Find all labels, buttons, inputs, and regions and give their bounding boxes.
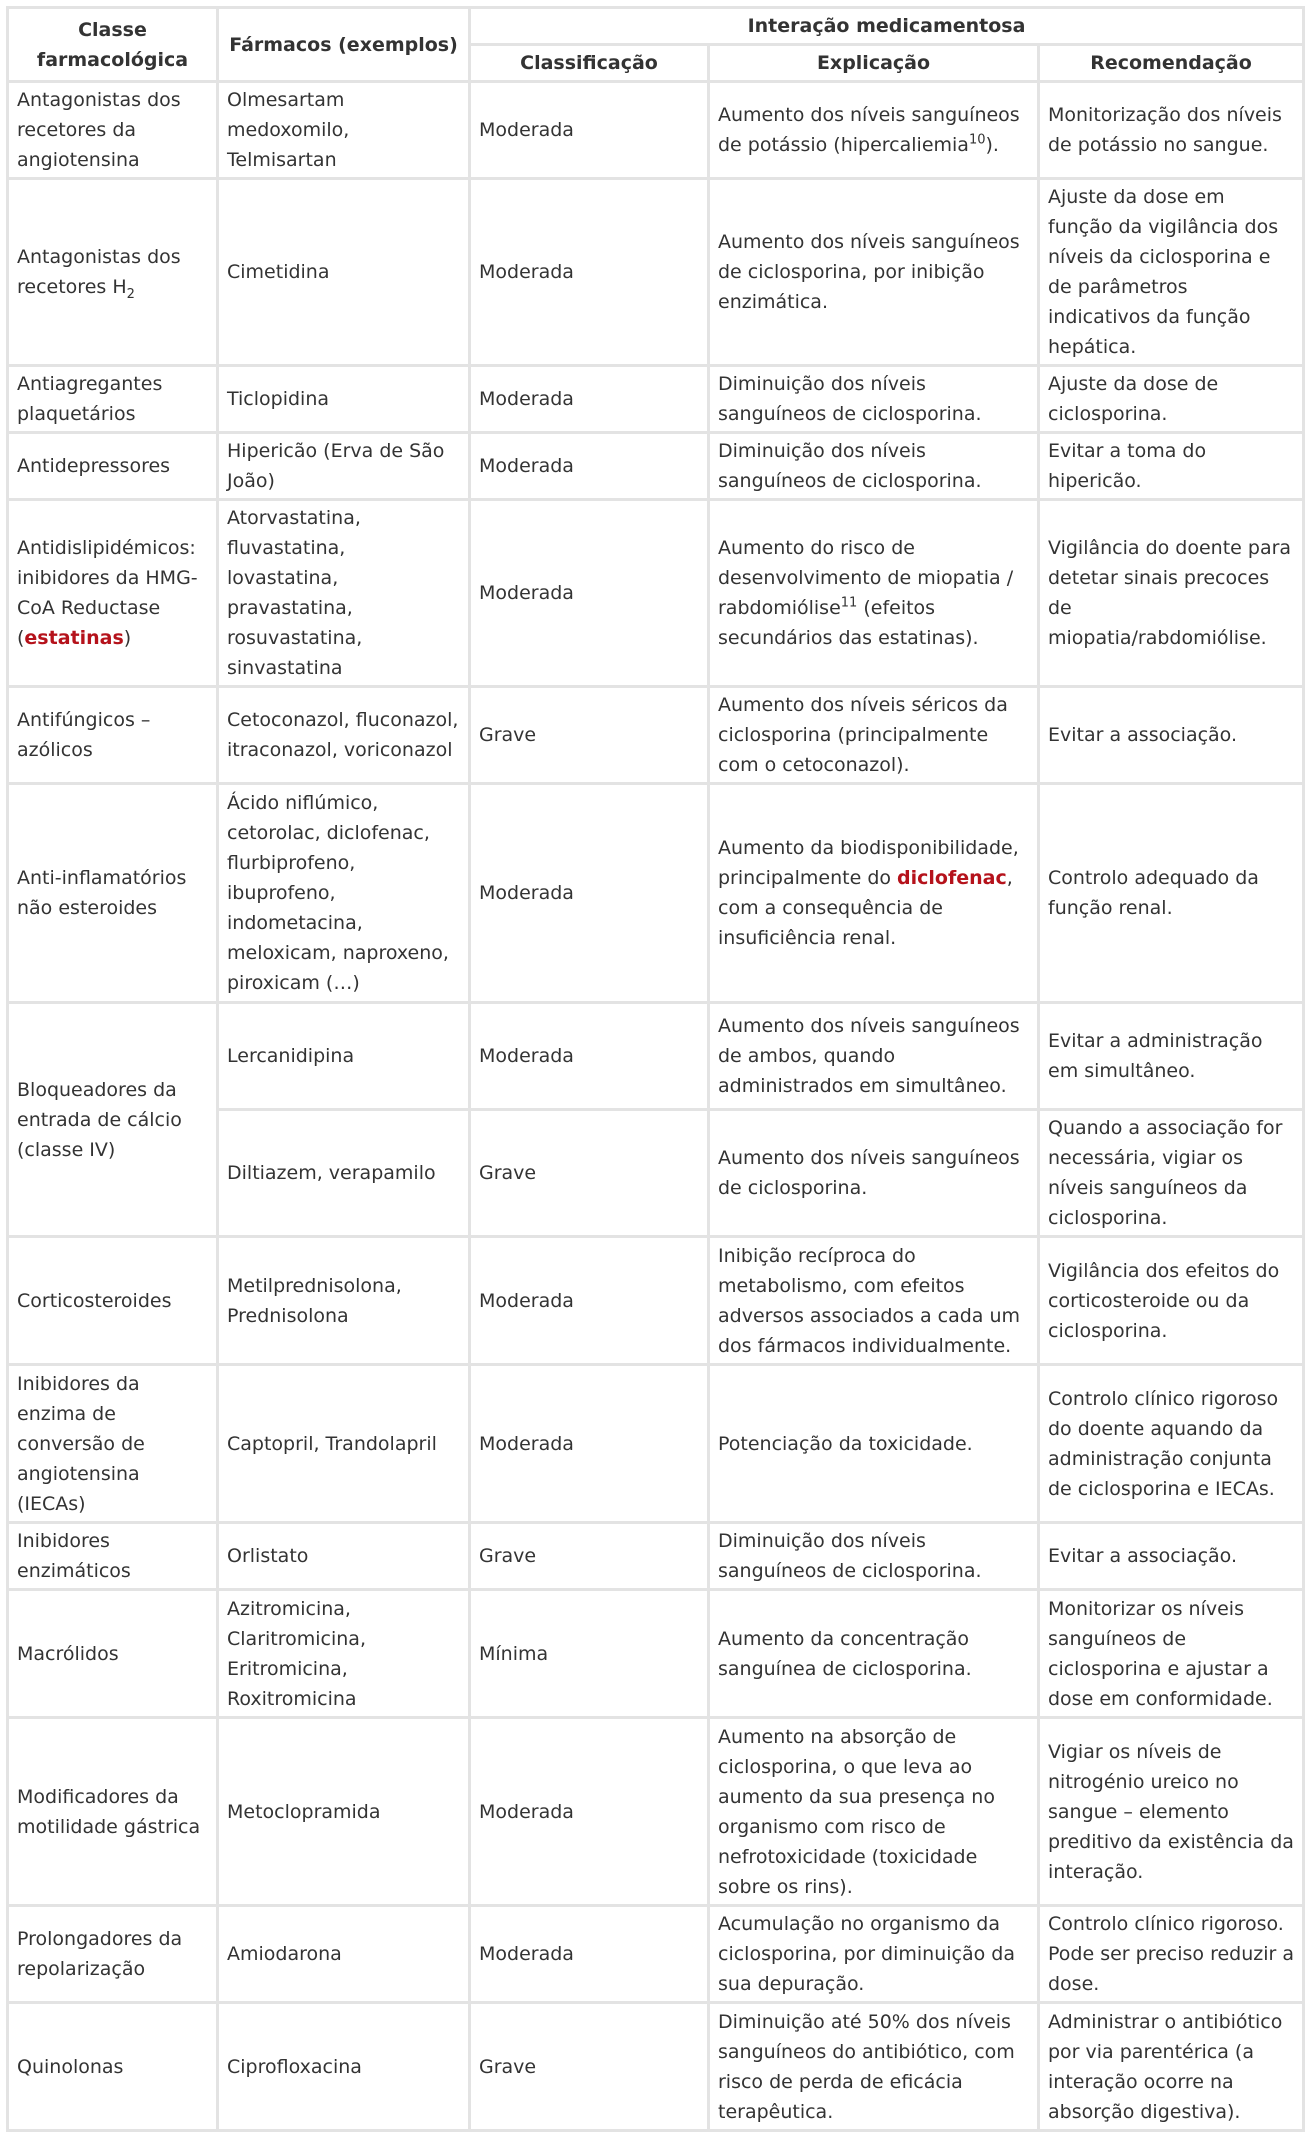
cell-recommendation: Administrar o antibiótico por via parentérica (a interação ocorre na absorção digestiva). <box>1039 2003 1304 2131</box>
cell-drugs: Lercanidipina <box>218 1003 470 1110</box>
cell-recommendation: Evitar a associação. <box>1039 1523 1304 1590</box>
cell-explanation: Aumento dos níveis séricos da ciclosporina (principalmente com o cetoconazol). <box>709 687 1039 784</box>
explanation-text: Aumento da biodisponibilidade, principalmente do <box>718 837 1019 889</box>
cell-explanation: Diminuição dos níveis sanguíneos de ciclosporina. <box>709 366 1039 433</box>
cell-drugs: Cetoconazol, fluconazol, itraconazol, voriconazol <box>218 687 470 784</box>
cell-class: Corticosteroides <box>8 1237 218 1365</box>
class-text: Antagonistas dos recetores H <box>17 246 181 298</box>
cell-explanation: Aumento dos níveis sanguíneos de ambos, quando administrados em simultâneo. <box>709 1003 1039 1110</box>
cell-drugs: Azitromicina, Claritromicina, Eritromicina, Roxitromicina <box>218 1590 470 1718</box>
cell-recommendation: Evitar a associação. <box>1039 687 1304 784</box>
cell-recommendation: Monitorização dos níveis de potássio no sangue. <box>1039 82 1304 179</box>
cell-drugs: Metilprednisolona, Prednisolona <box>218 1237 470 1365</box>
cell-class: Antidepressores <box>8 433 218 500</box>
cell-drugs: Hipericão (Erva de São João) <box>218 433 470 500</box>
cell-classification: Mínima <box>470 1590 709 1718</box>
table-row <box>8 1590 1304 1718</box>
table-row <box>8 687 1304 784</box>
cell-recommendation: Controlo clínico rigoroso do doente aquando da administração conjunta de ciclosporina e IECAs. <box>1039 1365 1304 1523</box>
table-row <box>8 500 1304 687</box>
explanation-text-end: (efeitos secundários das estatinas). <box>718 597 979 649</box>
explanation-text-end: , com a consequência de insuficiência renal. <box>718 867 1013 949</box>
cell-classification: Moderada <box>470 1365 709 1523</box>
explanation-text: Aumento do risco de desenvolvimento de miopatia / rabdomiólise <box>718 537 1014 619</box>
cell-class: Bloqueadores da entrada de cálcio (classe IV) <box>8 1003 218 1237</box>
cell-explanation: Aumento da concentração sanguínea de ciclosporina. <box>709 1590 1039 1718</box>
class-text: Antidislipidémicos: inibidores da HMG-CoA Reductase ( <box>17 537 198 649</box>
header-drugs: Fármacos (exemplos) <box>218 8 470 82</box>
diclofenac-link[interactable]: diclofenac <box>897 867 1007 889</box>
cell-drugs: Captopril, Trandolapril <box>218 1365 470 1523</box>
cell-drugs: Diltiazem, verapamilo <box>218 1110 470 1237</box>
cell-drugs: Cimetidina <box>218 179 470 366</box>
cell-classification: Moderada <box>470 82 709 179</box>
cell-recommendation: Vigilância dos efeitos do corticosteroide ou da ciclosporina. <box>1039 1237 1304 1365</box>
footnote-ref[interactable]: 10 <box>968 132 986 148</box>
cell-explanation: Potenciação da toxicidade. <box>709 1365 1039 1523</box>
table-row <box>8 1365 1304 1523</box>
cell-drugs: Ciprofloxacina <box>218 2003 470 2131</box>
table-row <box>8 1003 1304 1110</box>
cell-class: Macrólidos <box>8 1590 218 1718</box>
cell-drugs: Amiodarona <box>218 1906 470 2003</box>
header-recommendation: Recomendação <box>1039 45 1304 82</box>
cell-classification: Moderada <box>470 1003 709 1110</box>
cell-recommendation: Vigilância do doente para detetar sinais precoces de miopatia/rabdomiólise. <box>1039 500 1304 687</box>
header-classification: Classificação <box>470 45 709 82</box>
cell-drugs: Olmesartam medoxomilo, Telmisartan <box>218 82 470 179</box>
cell-recommendation: Controlo clínico rigoroso. Pode ser preciso reduzir a dose. <box>1039 1906 1304 2003</box>
cell-class <box>8 179 218 366</box>
table-row <box>8 1237 1304 1365</box>
cell-recommendation: Evitar a administração em simultâneo. <box>1039 1003 1304 1110</box>
cell-drugs: Ácido niflúmico, cetorolac, diclofenac, flurbiprofeno, ibuprofeno, indometacina, meloxicam, naproxeno, piroxicam (…) <box>218 784 470 1003</box>
drug-interaction-table <box>6 6 1305 2132</box>
cell-explanation <box>709 784 1039 1003</box>
table-row <box>8 2003 1304 2131</box>
cell-classification: Grave <box>470 2003 709 2131</box>
cell-recommendation: Controlo adequado da função renal. <box>1039 784 1304 1003</box>
explanation-text-end: ). <box>985 134 999 156</box>
table-row <box>8 366 1304 433</box>
cell-class: Prolongadores da repolarização <box>8 1906 218 2003</box>
cell-class: Quinolonas <box>8 2003 218 2131</box>
header-class: Classe farmacológica <box>8 8 218 82</box>
table-row <box>8 82 1304 179</box>
header-explanation: Explicação <box>709 45 1039 82</box>
cell-classification: Moderada <box>470 1906 709 2003</box>
cell-class: Antiagregantes plaquetários <box>8 366 218 433</box>
table-row <box>8 179 1304 366</box>
cell-drugs: Atorvastatina, fluvastatina, lovastatina, pravastatina, rosuvastatina, sinvastatina <box>218 500 470 687</box>
cell-explanation: Diminuição até 50% dos níveis sanguíneos do antibiótico, com risco de perda de eficácia terapêutica. <box>709 2003 1039 2131</box>
cell-classification: Moderada <box>470 784 709 1003</box>
cell-classification: Moderada <box>470 500 709 687</box>
cell-explanation: Diminuição dos níveis sanguíneos de ciclosporina. <box>709 1523 1039 1590</box>
cell-explanation: Aumento dos níveis sanguíneos de ciclosporina. <box>709 1110 1039 1237</box>
statins-link[interactable]: estatinas <box>24 627 124 649</box>
cell-drugs: Orlistato <box>218 1523 470 1590</box>
table-row <box>8 433 1304 500</box>
table-row <box>8 1523 1304 1590</box>
cell-explanation: Inibição recíproca do metabolismo, com efeitos adversos associados a cada um dos fármacos individualmente. <box>709 1237 1039 1365</box>
class-subscript: 2 <box>126 286 135 302</box>
cell-explanation: Aumento na absorção de ciclosporina, o que leva ao aumento da sua presença no organismo com risco de nefrotoxicidade (toxicidade sobre os rins). <box>709 1718 1039 1906</box>
cell-drugs: Metoclopramida <box>218 1718 470 1906</box>
cell-classification: Moderada <box>470 1718 709 1906</box>
explanation-text: Aumento dos níveis sanguíneos de potássio (hipercaliemia <box>718 104 1020 156</box>
cell-class: Antagonistas dos recetores da angiotensina <box>8 82 218 179</box>
cell-classification: Grave <box>470 687 709 784</box>
cell-explanation: Aumento dos níveis sanguíneos de ciclosporina, por inibição enzimática. <box>709 179 1039 366</box>
table-row <box>8 784 1304 1003</box>
cell-classification: Grave <box>470 1110 709 1237</box>
cell-class: Inibidores da enzima de conversão de angiotensina (IECAs) <box>8 1365 218 1523</box>
footnote-ref[interactable]: 11 <box>840 595 858 611</box>
cell-recommendation: Quando a associação for necessária, vigiar os níveis sanguíneos da ciclosporina. <box>1039 1110 1304 1237</box>
cell-explanation: Acumulação no organismo da ciclosporina, por diminuição da sua depuração. <box>709 1906 1039 2003</box>
cell-drugs: Ticlopidina <box>218 366 470 433</box>
cell-class <box>8 500 218 687</box>
cell-explanation <box>709 82 1039 179</box>
cell-explanation: Diminuição dos níveis sanguíneos de ciclosporina. <box>709 433 1039 500</box>
cell-class: Inibidores enzimáticos <box>8 1523 218 1590</box>
cell-recommendation: Evitar a toma do hipericão. <box>1039 433 1304 500</box>
class-text-end: ) <box>123 627 132 649</box>
cell-explanation <box>709 500 1039 687</box>
cell-recommendation: Ajuste da dose em função da vigilância dos níveis da ciclosporina e de parâmetros indicativos da função hepática. <box>1039 179 1304 366</box>
cell-classification: Moderada <box>470 433 709 500</box>
cell-classification: Moderada <box>470 179 709 366</box>
cell-class: Anti-inflamatórios não esteroides <box>8 784 218 1003</box>
cell-classification: Grave <box>470 1523 709 1590</box>
cell-classification: Moderada <box>470 1237 709 1365</box>
cell-class: Antifúngicos – azólicos <box>8 687 218 784</box>
header-row <box>8 8 1304 45</box>
cell-classification: Moderada <box>470 366 709 433</box>
cell-recommendation: Ajuste da dose de ciclosporina. <box>1039 366 1304 433</box>
cell-class: Modificadores da motilidade gástrica <box>8 1718 218 1906</box>
header-interaction: Interação medicamentosa <box>470 8 1304 45</box>
table-row <box>8 1906 1304 2003</box>
cell-recommendation: Monitorizar os níveis sanguíneos de ciclosporina e ajustar a dose em conformidade. <box>1039 1590 1304 1718</box>
table-row <box>8 1718 1304 1906</box>
cell-recommendation: Vigiar os níveis de nitrogénio ureico no sangue – elemento preditivo da existência da interação. <box>1039 1718 1304 1906</box>
